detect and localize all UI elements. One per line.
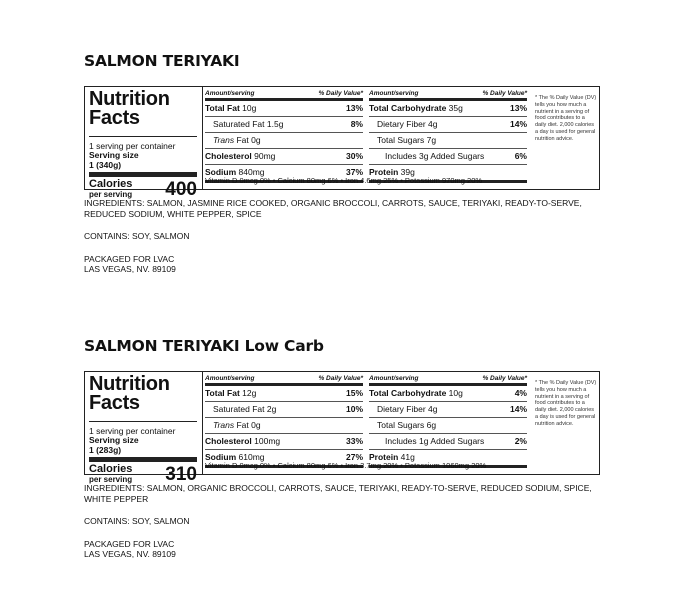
nutrient-dv: 30% (345, 151, 363, 161)
nutrient-row (205, 149, 363, 165)
column-header (369, 374, 527, 386)
nutrient-dv: 14% (509, 119, 527, 129)
nutrient-name: Sodium (205, 167, 237, 177)
serving-size-label: Serving size (89, 150, 139, 160)
nutrient-row (205, 117, 363, 133)
nutrient-name: Total Fat (205, 388, 240, 398)
nutrient-dv: 33% (345, 436, 363, 446)
nutrient-row (369, 402, 527, 418)
nutrient-amount: 12g (242, 388, 257, 398)
nutrient-amount: 10g (448, 388, 463, 398)
label-summary (89, 375, 197, 485)
nutrient-dv: 37% (345, 167, 363, 177)
nutrient-name: Cholesterol (205, 151, 252, 161)
nutrient-dv: 6% (514, 151, 527, 161)
ingredients: INGREDIENTS: SALMON, ORGANIC BROCCOLI, CARROTS, SAUCE, TERIYAKI, READY-TO-SERVE, REDUCED SODIUM, SPICE, WHITE PEPPER (84, 483, 592, 504)
packaged-for (84, 539, 600, 560)
nutrient-column-left (203, 89, 365, 183)
per-serving: per serving (89, 190, 133, 199)
nutrient-amount: 6g (426, 420, 437, 430)
nutrient-name: Saturated Fat (213, 119, 265, 129)
nutrient-amount: 2g (266, 404, 277, 414)
nutrient-dv: 8% (350, 119, 363, 129)
ingredients: INGREDIENTS: SALMON, JASMINE RICE COOKED, ORGANIC BROCCOLI, CARROTS, SAUCE, TERIYAKI, READY-TO-SERVE, REDUCED SODIUM, WHITE PEPPER, SPICE (84, 198, 582, 219)
nutrient-amount: Fat 0g (236, 420, 261, 430)
nutrient-amount: 39g (400, 167, 415, 177)
serving-size (89, 151, 197, 177)
serving-size-label: Serving size (89, 435, 139, 445)
column-header (369, 89, 527, 101)
packaged-line: PACKAGED FOR LVAC (84, 253, 175, 264)
nutrient-row (369, 133, 527, 149)
nutrient-dv: 15% (345, 388, 363, 398)
nutrition-facts-heading: Nutrition Facts (89, 88, 170, 129)
nutrient-amount: 1.5g (266, 119, 284, 129)
calories-word: Calories (89, 463, 133, 475)
calories-block (89, 178, 197, 200)
nutrient-dv: 13% (345, 103, 363, 113)
vitamins-line: Vitamin D 0mcg 0% • Calcium 80mg 6% • Iron 4.6mg 25% • Potassium 970mg 20% (205, 176, 483, 185)
calories-label (89, 464, 132, 485)
calories-block (89, 463, 197, 485)
nutrient-row (369, 434, 527, 450)
calories-value: 400 (165, 179, 197, 200)
nutrient-name: Sodium (205, 452, 237, 462)
daily-value-footnote: * The % Daily Value (DV) tells you how much a nutrient in a serving of food contributes to a daily diet. 2,000 calories a day is used for general nutrition advice. (535, 380, 597, 427)
nutrient-amount: 35g (448, 103, 463, 113)
packaged-for (84, 254, 600, 275)
nutrient-amount: 3g Added Sugars (419, 151, 485, 161)
nutrient-dv: 10% (345, 404, 363, 414)
nutrient-column-right (367, 89, 529, 183)
calories-value: 310 (165, 464, 197, 485)
nutrient-name: Trans (213, 135, 235, 145)
nutrient-amount: Fat 0g (236, 135, 261, 145)
nutrient-row (205, 386, 363, 402)
nutrient-name: Cholesterol (205, 436, 252, 446)
nutrient-name: Protein (369, 452, 399, 462)
nutrient-amount: 4g (428, 404, 438, 414)
vitamins-line: Vitamin D 0mcg 0% • Calcium 80mg 6% • Iron 3.7mg 20% • Potassium 1060mg 20% (205, 461, 487, 470)
nutrient-row (369, 101, 527, 117)
column-header (205, 89, 363, 101)
header-amount: Amount/serving (369, 375, 419, 382)
nutrient-name: Includes (385, 151, 417, 161)
nutrition-label (84, 86, 600, 200)
header-dv: % Daily Value* (318, 375, 363, 382)
nutrient-dv: 14% (509, 404, 527, 414)
address-line: LAS VEGAS, NV. 89109 (84, 264, 176, 274)
nutrient-row (369, 418, 527, 434)
nutrient-name: Dietary Fiber (377, 119, 426, 129)
product-salmon-teriyaki-low-carb (84, 335, 600, 560)
header-amount: Amount/serving (205, 375, 255, 382)
serving-size-value: 1 (283g) (89, 444, 122, 455)
nutrient-row (369, 386, 527, 402)
nutrient-row (205, 101, 363, 117)
servings-per-container: 1 serving per container (89, 421, 197, 436)
header-amount: Amount/serving (205, 90, 255, 97)
nutrient-column-right (367, 374, 529, 468)
nutrient-dv: 27% (345, 452, 363, 462)
nutrient-dv: 4% (514, 388, 527, 398)
servings-per-container: 1 serving per container (89, 136, 197, 151)
calories-word: Calories (89, 178, 133, 190)
serving-size (89, 436, 197, 462)
packaged-line: PACKAGED FOR LVAC (84, 538, 175, 549)
nutrient-dv: 2% (514, 436, 527, 446)
nutrition-facts-heading: Nutrition Facts (89, 373, 170, 414)
nutrient-name: Total Sugars (377, 420, 425, 430)
nutrient-row (205, 402, 363, 418)
nutrient-amount: 10g (242, 103, 257, 113)
label-summary (89, 90, 197, 200)
nutrient-column-left (203, 374, 365, 468)
contains: CONTAINS: SOY, SALMON (84, 516, 190, 526)
header-dv: % Daily Value* (482, 375, 527, 382)
contains: CONTAINS: SOY, SALMON (84, 231, 190, 241)
nutrient-row (369, 117, 527, 133)
nutrient-name: Total Carbohydrate (369, 103, 447, 113)
nutrient-name: Total Carbohydrate (369, 388, 447, 398)
nutrient-amount: 7g (426, 135, 437, 145)
header-dv: % Daily Value* (482, 90, 527, 97)
product-text (84, 198, 600, 275)
nutrient-name: Total Sugars (377, 135, 425, 145)
nutrient-amount: 4g (428, 119, 438, 129)
nutrient-row (205, 434, 363, 450)
nutrient-name: Saturated Fat (213, 404, 265, 414)
nutrient-name: Trans (213, 420, 235, 430)
nutrient-dv: 13% (509, 103, 527, 113)
nutrient-amount: 840mg (238, 167, 265, 177)
nutrient-name: Protein (369, 167, 399, 177)
address-line: LAS VEGAS, NV. 89109 (84, 549, 176, 559)
product-title: SALMON TERIYAKI Low Carb (84, 337, 324, 355)
nutrient-name: Includes (385, 436, 417, 446)
serving-size-value: 1 (340g) (89, 159, 122, 170)
nutrient-amount: 1g Added Sugars (419, 436, 485, 446)
nutrient-row (205, 133, 363, 149)
header-amount: Amount/serving (369, 90, 419, 97)
product-text (84, 483, 600, 560)
daily-value-footnote: * The % Daily Value (DV) tells you how much a nutrient in a serving of food contributes to a daily diet. 2,000 calories a day is used for general nutrition advice. (535, 95, 597, 142)
nutrient-row (205, 418, 363, 434)
nutrient-name: Dietary Fiber (377, 404, 426, 414)
nutrient-row (369, 149, 527, 165)
product-title: SALMON TERIYAKI (84, 52, 240, 70)
header-dv: % Daily Value* (318, 90, 363, 97)
calories-label (89, 179, 132, 200)
nutrient-amount: 41g (400, 452, 415, 462)
per-serving: per serving (89, 475, 133, 484)
column-header (205, 374, 363, 386)
nutrient-name: Total Fat (205, 103, 240, 113)
nutrition-label (84, 371, 600, 485)
nutrient-amount: 90mg (254, 151, 276, 161)
nutrient-amount: 100mg (254, 436, 281, 446)
product-salmon-teriyaki (84, 50, 600, 275)
nutrient-amount: 610mg (238, 452, 265, 462)
